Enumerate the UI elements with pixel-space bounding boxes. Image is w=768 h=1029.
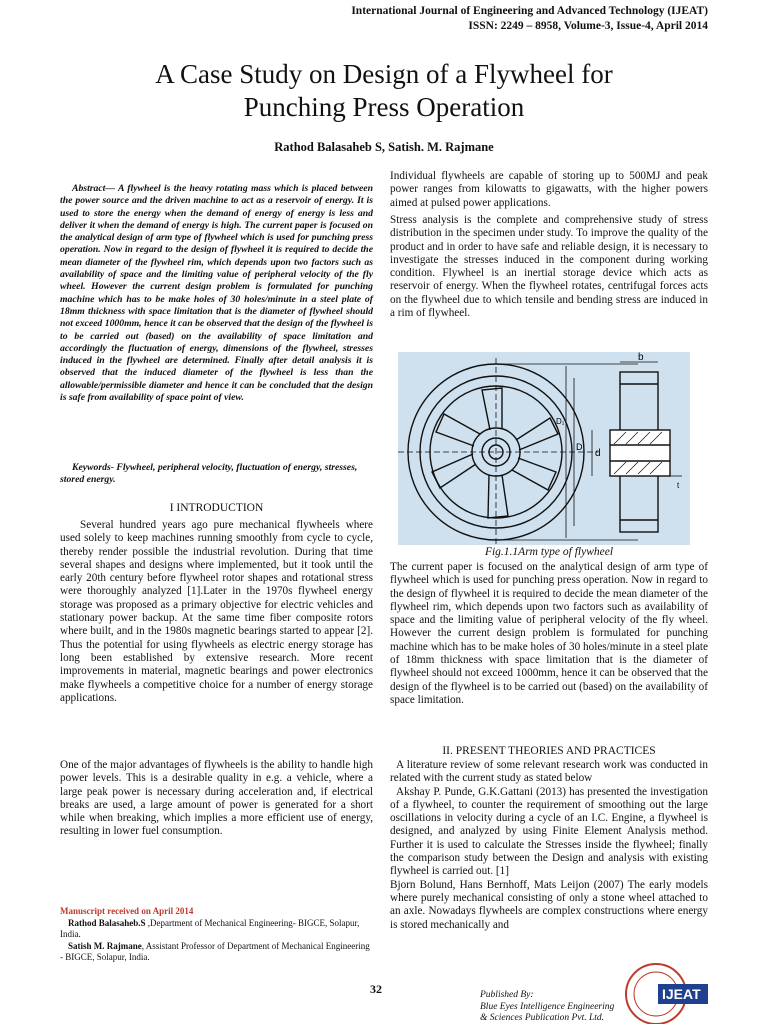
logo-text: IJEAT <box>662 986 701 1002</box>
label-t: t <box>677 481 680 490</box>
label-b: b <box>638 352 644 363</box>
intro-paragraph-1: Several hundred years ago pure mechanical flywheels where used solely to keep machines running smoothly from cycle to cycle, thereby render possible the industrial revolution. During that time several shapes and designs where implemented, but it took until the early 20th century before flywheel rotor shapes and rotational stress were thoroughly analyzed [1].Later in the 1970s flywheel energy storage was proposed as a primary objective for electric vehicles and stationary power backup. At the same time fiber composite rotors where built, and in the 1980s magnetic bearings started to appear [2]. Thus the potential for using flywheels as electric energy storage has long been established by extensive research. More recent improvements in material, magnetic bearings and power electronics make flywheels a competitive choice for a number of energy storage applications. <box>60 519 373 704</box>
right-paragraph-2: Stress analysis is the complete and comprehensive study of stress distribution in the specimen under study. To improve the quality of the product and in order to have safe and reliable design, it is necessary to investigate the stresses induced in the component during working condition. Flywheel is an inertial storage device which acts as reservoir of energy. When the flywheel rotates, centrifugal forces acts on the flywheel due to which tensile and bending stress are induced in a rim of flywheel. <box>390 214 708 320</box>
arm <box>488 475 508 518</box>
arm <box>516 418 558 450</box>
paper-title <box>0 58 768 124</box>
label-D1: D₁ <box>556 417 565 426</box>
author-1-affiliation: ,Department of Mechanical Engineering- BIGCE, Solapur, India. <box>60 917 360 939</box>
logo-icon <box>622 954 710 1024</box>
theories-body <box>390 759 708 932</box>
footnote-author-2 <box>60 941 373 964</box>
author-footnote <box>60 906 373 964</box>
figure-caption: Fig.1.1Arm type of flywheel <box>484 546 614 558</box>
section-heading-theories: II. PRESENT THEORIES AND PRACTICES <box>442 745 656 757</box>
intro-paragraph-2: One of the major advantages of flywheels is the ability to handle high power levels. This is a desirable quality in e.g. a vehicle, where a large peak power is necessary during acceleration and, if electrical breaks are used, a large amount of power is generated for a short while when breaking, which implies a more efficient use of energy, resulting in lower fuel consumption. <box>60 759 373 838</box>
author-1-name: Rathod Balasaheb.S <box>68 917 146 928</box>
author-2-affiliation: , Assistant Professor of Department of Mechanical Engineering - BIGCE, Solapur, India. <box>60 940 370 962</box>
manuscript-received: Manuscript received on April 2014 <box>60 906 194 916</box>
page-number: 32 <box>370 982 382 996</box>
journal-header <box>351 4 708 34</box>
arm <box>436 414 480 446</box>
keywords: Keywords- Flywheel, peripheral velocity, fluctuation of energy, stresses, stored energy. <box>60 462 358 486</box>
author-2-name: Satish M. Rajmane <box>68 940 142 951</box>
section-heading-introduction: I INTRODUCTION <box>169 502 264 514</box>
title-line-2: Punching Press Operation <box>243 92 525 122</box>
arm <box>432 454 476 488</box>
title-line-1: A Case Study on Design of a Flywheel for <box>155 59 613 89</box>
theories-paragraph-3: Bjorn Bolund, Hans Bernhoff, Mats Leijon (2007) The early models where purely mechanical consisting of only a stone wheel attached to an axle. Nowadays flywheels are complex constructions where energy is stored mechanically and <box>390 878 708 931</box>
label-d: d <box>595 448 601 459</box>
right-paragraph-1: Individual flywheels are capable of storing up to 500MJ and peak power ranges from kilowatts to gigawatts, with the higher powers aimed at pulsed power applications. <box>390 170 708 209</box>
journal-issn: ISSN: 2249 – 8958, Volume-3, Issue-4, April 2014 <box>468 20 708 32</box>
publisher-line-1: Published By: <box>480 990 534 1000</box>
footnote-author-1 <box>60 918 373 941</box>
theories-paragraph-1: A literature review of some relevant research work was conducted in related with the current study as stated below <box>390 759 708 785</box>
right-paragraph-3: The current paper is focused on the analytical design of arm type of flywheel which is used for punching press operation. Now in regard to the design of flywheel it is required to decide the mean diameter of the flywheel rim, which depends upon two factors such as availability of space and the limiting value of peripheral velocity of the fly wheel. However the current design problem is formulated for punching machine which has to be make holes of 30 holes/minute in a steel plate of 18mm thickness with space limitation that is the diameter of flywheel should not exceed 1000mm, hence it can be observed that the design of the flywheel is to be carried out (based) on the availability of space limitation. <box>390 561 708 706</box>
arm <box>482 388 502 430</box>
publisher-line-3: & Sciences Publication Pvt. Ltd. <box>480 1013 605 1023</box>
publisher-line-2: Blue Eyes Intelligence Engineering <box>480 1001 615 1012</box>
abstract: Abstract— A flywheel is the heavy rotating mass which is placed between the power source and the driven machine to act as a reservoir of energy. It is used to store the energy when the demand of energy of energy is less and deliver it when the demand of energy is high. The current paper is focused on the analytical design of arm type of flywheel which is used for punching press operation. Now in regard to the design of flywheel it is required to decide the mean diameter of the flywheel rim, which depends upon two factors such as availability of space and the limiting value of peripheral velocity of the fly wheel. However the current design problem is formulated for punching machine which has to be make holes of 30 holes/minute in a steel plate of 18mm thickness with space limitation that is the diameter of flywheel should not exceed 1000mm, hence it can be observed that the design of the flywheel is to be carried out (based) on the availability of space limitation and accordingly the fluctuation of energy, dimensions of the flywheel, stresses induced in the flywheel are determined. Finally after detail analysis it is observed that the induced diameter of the flywheel is less than the allowable/permissible diameter and hence it can be concluded that the design is safe from availability of space point of view. <box>60 183 373 404</box>
arms <box>432 388 558 518</box>
flywheel-drawing <box>398 352 690 545</box>
label-D: D <box>576 442 583 452</box>
journal-name: International Journal of Engineering and Advanced Technology (IJEAT) <box>351 5 708 17</box>
publisher-block <box>480 990 614 1025</box>
flywheel-figure <box>398 352 690 545</box>
arm <box>512 458 556 490</box>
ijeat-logo <box>622 954 710 1024</box>
theories-paragraph-2: Akshay P. Punde, G.K.Gattani (2013) has presented the investigation of a flywheel, to counter the requirement of smoothing out the large oscillations in velocity during a cycle of an I.C. Engine, a flywheel is designed, and analyzed by using Finite Element Analysis method. Further it is used to calculate the Stresses inside the flywheel; finally the comparison study between the Design and analysis with existing flywheel is carried out. [1] <box>390 785 708 878</box>
authors: Rathod Balasaheb S, Satish. M. Rajmane <box>274 140 494 154</box>
